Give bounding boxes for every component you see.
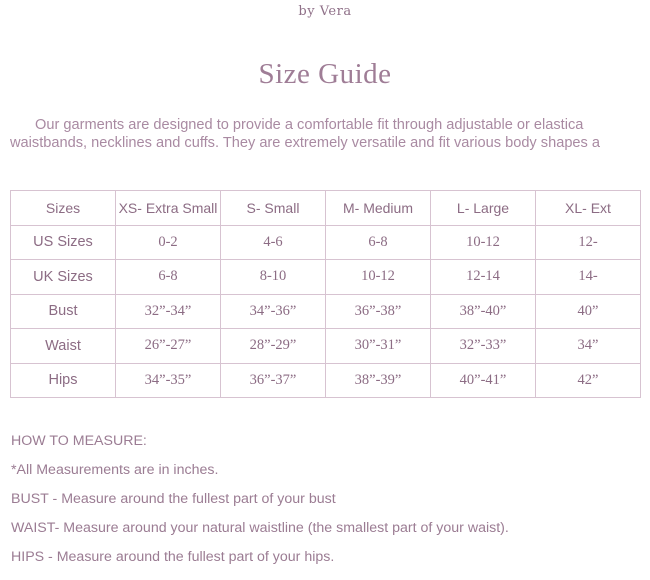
table-row [11,225,641,260]
row-label: Bust [11,294,116,329]
table-row [11,294,641,329]
table-cell: 28”-29” [221,329,326,364]
table-cell: 6-8 [326,225,431,260]
row-label: Waist [11,329,116,364]
table-cell: 8-10 [221,260,326,295]
waist-instruction: WAIST- Measure around your natural waistline (the smallest part of your waist). [11,520,509,536]
table-cell: 42” [536,363,641,398]
bust-instruction: BUST - Measure around the fullest part of your bust [11,491,336,507]
intro-line-2: waistbands, necklines and cuffs. They are extremely versatile and fit various body shapes a [10,135,601,151]
table-row [11,260,641,295]
table-header-row [11,191,641,226]
table-cell: 12- [536,225,641,260]
table-cell: 32”-33” [431,329,536,364]
table-cell: 14- [536,260,641,295]
table-cell: 34”-36” [221,294,326,329]
table-cell: 12-14 [431,260,536,295]
table-cell: 40”-41” [431,363,536,398]
table-cell: 6-8 [116,260,221,295]
table-cell: 0-2 [116,225,221,260]
size-table-container [10,190,611,397]
row-label: UK Sizes [11,260,116,295]
table-cell: 4-6 [221,225,326,260]
hips-instruction: HIPS - Measure around the fullest part of your hips. [11,549,335,565]
table-cell: 34”-35” [116,363,221,398]
table-header-cell: XS- Extra Small [116,191,221,226]
table-cell: 36”-37” [221,363,326,398]
table-header-cell: S- Small [221,191,326,226]
table-cell: 30”-31” [326,329,431,364]
table-cell: 34” [536,329,641,364]
table-cell: 40” [536,294,641,329]
table-row [11,363,641,398]
table-cell: 32”-34” [116,294,221,329]
page-title: Size Guide [258,58,392,90]
table-header-cell: L- Large [431,191,536,226]
table-header-cell: M- Medium [326,191,431,226]
table-cell: 36”-38” [326,294,431,329]
table-cell: 38”-39” [326,363,431,398]
table-header-cell: Sizes [11,191,116,226]
brand-name: by Vera [298,4,352,19]
row-label: US Sizes [11,225,116,260]
table-cell: 10-12 [431,225,536,260]
table-cell: 26”-27” [116,329,221,364]
intro-line-1: Our garments are designed to provide a comfortable fit through adjustable or elastica [35,117,584,133]
size-table [10,190,641,398]
table-cell: 10-12 [326,260,431,295]
row-label: Hips [11,363,116,398]
table-header-cell: XL- Ext [536,191,641,226]
table-cell: 38”-40” [431,294,536,329]
measurement-note: *All Measurements are in inches. [11,462,219,478]
table-row [11,329,641,364]
how-to-measure-heading: HOW TO MEASURE: [11,433,147,449]
